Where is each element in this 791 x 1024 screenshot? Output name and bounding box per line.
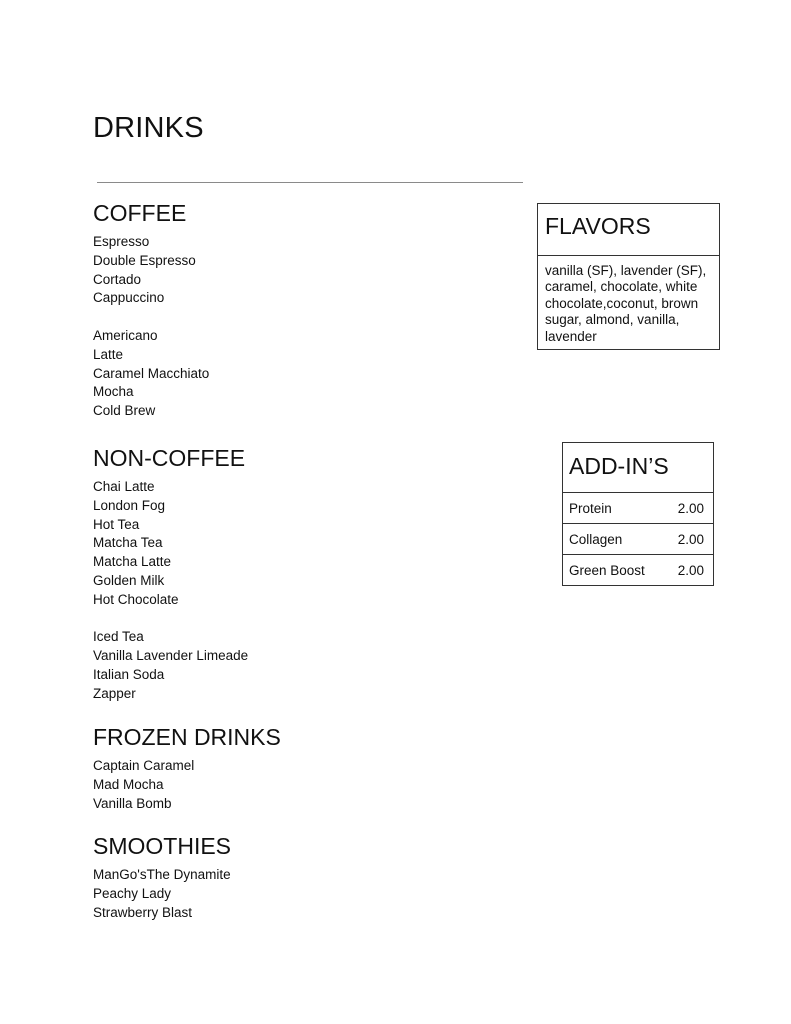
menu-item: Cappuccino <box>93 290 165 306</box>
menu-item: Matcha Tea <box>93 535 163 551</box>
menu-item: Golden Milk <box>93 572 165 588</box>
menu-item: Cold Brew <box>93 403 156 419</box>
menu-item: Iced Tea <box>93 629 144 645</box>
menu-item: Vanilla Bomb <box>93 795 172 811</box>
menu-item: Espresso <box>93 234 150 249</box>
add-in-row <box>563 524 713 555</box>
flavors-box <box>537 203 720 350</box>
non-coffee-section <box>93 444 248 704</box>
non-coffee-heading: NON-COFFEE <box>93 445 246 471</box>
non-coffee-list-hot <box>93 478 248 610</box>
menu-item: Italian Soda <box>93 666 165 682</box>
menu-item: Hot Tea <box>93 516 140 532</box>
smoothies-heading: SMOOTHIES <box>93 833 232 859</box>
coffee-list-espresso-drinks <box>93 233 209 308</box>
add-in-row <box>563 555 713 586</box>
menu-item: Zapper <box>93 685 136 701</box>
coffee-heading: COFFEE <box>93 200 187 226</box>
add-in-name: Green Boost <box>569 563 645 578</box>
menu-item: Cortado <box>93 271 142 287</box>
frozen-drinks-section <box>93 723 281 813</box>
add-in-name: Collagen <box>569 531 623 547</box>
frozen-drinks-heading: FROZEN DRINKS <box>93 724 281 750</box>
add-ins-heading: ADD-IN’S <box>563 443 713 493</box>
add-in-name: Protein <box>569 500 612 516</box>
menu-item: Captain Caramel <box>93 758 195 773</box>
menu-item: Mocha <box>93 384 134 400</box>
smoothies-section <box>93 832 231 922</box>
menu-item: London Fog <box>93 497 166 513</box>
menu-item: ManGo'sThe Dynamite <box>93 867 231 882</box>
coffee-section <box>93 199 209 421</box>
menu-item: Matcha Latte <box>93 554 172 570</box>
menu-item: Double Espresso <box>93 252 196 268</box>
menu-item: Caramel Macchiato <box>93 365 210 381</box>
menu-item: Vanilla Lavender Limeade <box>93 648 249 664</box>
menu-item: Peachy Lady <box>93 885 172 901</box>
menu-item: Hot Chocolate <box>93 591 179 607</box>
add-in-row <box>563 493 713 524</box>
add-in-price: 2.00 <box>677 563 704 578</box>
non-coffee-list-cold <box>93 628 248 703</box>
frozen-drinks-list <box>93 757 281 813</box>
menu-item: Strawberry Blast <box>93 904 193 920</box>
add-in-price: 2.00 <box>677 531 704 547</box>
add-in-price: 2.00 <box>677 500 704 516</box>
menu-item: Mad Mocha <box>93 776 164 792</box>
smoothies-list <box>93 866 231 922</box>
menu-item: Chai Latte <box>93 479 155 494</box>
menu-item: Latte <box>93 346 124 362</box>
coffee-list-specialty <box>93 327 209 421</box>
title-divider <box>97 182 523 183</box>
page-title: DRINKS <box>93 112 204 144</box>
add-ins-table <box>562 442 714 586</box>
flavors-list-text: vanilla (SF), lavender (SF), caramel, chocolate, white chocolate,coconut, brown sugar, almond, vanilla, lavender <box>545 263 707 344</box>
flavors-heading: FLAVORS <box>538 204 719 256</box>
menu-item: Americano <box>93 327 158 343</box>
